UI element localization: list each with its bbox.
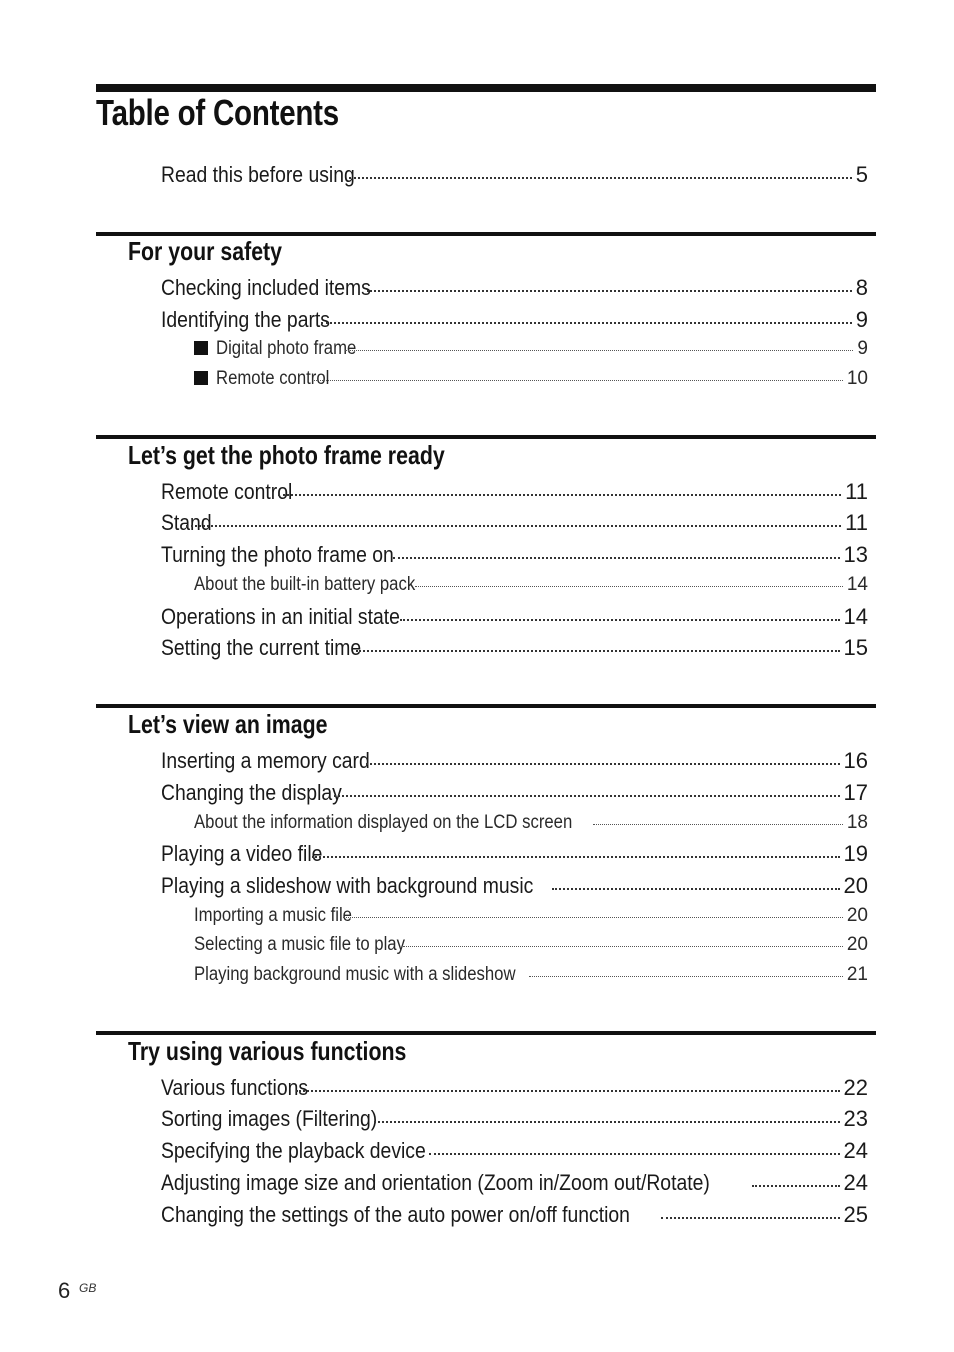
dot-leader — [429, 1153, 839, 1155]
toc-entry-page: 23 — [843, 1106, 868, 1131]
toc-entry[interactable] — [161, 1075, 868, 1103]
section-rule — [96, 1031, 876, 1035]
toc-entry-page: 21 — [846, 964, 868, 985]
toc-entry-title: Remote control — [161, 479, 293, 504]
toc-entry[interactable] — [161, 873, 868, 901]
dot-leader — [356, 650, 839, 652]
toc-entry-read-before-using[interactable] — [161, 162, 868, 190]
toc-entry-title: Adjusting image size and orientation (Zoom in/Zoom out/Rotate) — [161, 1170, 710, 1195]
toc-entry-page: 10 — [846, 368, 868, 389]
toc-entry-page: 25 — [843, 1202, 868, 1227]
footer-page-number: 6 — [58, 1278, 71, 1303]
footer-language-code: GB — [79, 1281, 97, 1295]
toc-entry[interactable] — [161, 1138, 868, 1166]
toc-entry-title: Inserting a memory card — [161, 748, 370, 773]
toc-entry-page: 5 — [855, 162, 868, 187]
toc-entry-page: 9 — [855, 307, 868, 332]
dot-leader — [529, 976, 843, 977]
toc-entry[interactable] — [161, 1106, 868, 1134]
toc-entry-page: 14 — [843, 604, 868, 629]
dot-leader — [312, 856, 839, 858]
dot-leader — [393, 557, 839, 559]
toc-entry-title: Changing the display — [161, 780, 342, 805]
toc-entry-page: 20 — [843, 873, 868, 898]
toc-subentry[interactable] — [194, 338, 868, 362]
dot-leader — [366, 763, 840, 765]
dot-leader — [314, 380, 842, 381]
toc-entry-page: 20 — [846, 905, 868, 926]
toc-entry-title: Playing a slideshow with background music — [161, 873, 534, 898]
dot-leader — [278, 494, 841, 496]
toc-entry-title: Importing a music file — [194, 905, 352, 926]
toc-entry-title: Changing the settings of the auto power on/off function — [161, 1202, 630, 1227]
dot-leader — [374, 1121, 839, 1123]
toc-entry-title: Selecting a music file to play — [194, 934, 405, 955]
square-bullet-icon — [194, 371, 208, 385]
dot-leader — [552, 888, 840, 890]
dot-leader — [296, 1090, 840, 1092]
toc-entry-title: Digital photo frame — [216, 338, 357, 359]
toc-entry-title: Operations in an initial state — [161, 604, 400, 629]
toc-entry-title: Checking included items — [161, 275, 371, 300]
dot-leader — [345, 350, 853, 351]
toc-entry-page: 13 — [843, 542, 868, 567]
toc-subentry[interactable] — [194, 905, 868, 929]
section-rule — [96, 704, 876, 708]
toc-entry-page: 17 — [843, 780, 868, 805]
toc-entry-page: 11 — [845, 510, 868, 535]
dot-leader — [186, 525, 841, 527]
dot-leader — [415, 586, 843, 587]
toc-entry[interactable] — [161, 275, 868, 303]
toc-entry[interactable] — [161, 604, 868, 632]
toc-entry-page: 11 — [845, 479, 868, 504]
toc-subentry[interactable] — [194, 934, 868, 958]
page-title: Table of Contents — [96, 92, 339, 133]
toc-entry[interactable] — [161, 1202, 868, 1230]
toc-entry-title: Specifying the playback device — [161, 1138, 426, 1163]
toc-entry[interactable] — [161, 542, 868, 570]
toc-entry[interactable] — [161, 635, 868, 663]
toc-entry-title: Identifying the parts — [161, 307, 330, 332]
toc-entry-page: 24 — [843, 1170, 868, 1195]
toc-entry[interactable] — [161, 510, 868, 538]
toc-entry[interactable] — [161, 1170, 868, 1198]
toc-subentry[interactable] — [194, 964, 868, 988]
toc-entry-title: Turning the photo frame on — [161, 542, 394, 567]
toc-entry-title: Playing background music with a slideshow — [194, 964, 516, 985]
section-heading-safety: For your safety — [128, 236, 283, 266]
toc-entry-page: 8 — [855, 275, 868, 300]
title-top-rule — [96, 84, 876, 92]
square-bullet-icon — [194, 341, 208, 355]
toc-entry-page: 15 — [843, 635, 868, 660]
dot-leader — [334, 795, 839, 797]
toc-entry[interactable] — [161, 780, 868, 808]
toc-entry-page: 18 — [846, 812, 868, 833]
dot-leader — [752, 1185, 839, 1187]
toc-entry[interactable] — [161, 479, 868, 507]
toc-entry-title: About the built-in battery pack — [194, 574, 416, 595]
toc-entry-title: Stand — [161, 510, 212, 535]
toc-entry[interactable] — [161, 748, 868, 776]
dot-leader — [661, 1217, 839, 1219]
toc-entry-page: 19 — [843, 841, 868, 866]
toc-subentry[interactable] — [194, 574, 868, 598]
toc-entry-title: Remote control — [216, 368, 330, 389]
toc-entry[interactable] — [161, 307, 868, 335]
dot-leader — [349, 177, 852, 179]
toc-entry-title: Setting the current time — [161, 635, 362, 660]
dot-leader — [321, 322, 852, 324]
toc-entry-title: Playing a video file — [161, 841, 323, 866]
toc-entry-title: About the information displayed on the LCD screen — [194, 812, 573, 833]
toc-subentry[interactable] — [194, 812, 868, 836]
toc-entry-page: 9 — [857, 338, 868, 359]
section-heading-view-image: Let’s view an image — [128, 709, 328, 739]
section-heading-functions: Try using various functions — [128, 1036, 407, 1066]
dot-leader — [400, 619, 839, 621]
toc-entry-page: 22 — [843, 1075, 868, 1100]
toc-entry-page: 20 — [846, 934, 868, 955]
dot-leader — [403, 946, 843, 947]
toc-entry-page: 16 — [843, 748, 868, 773]
dot-leader — [343, 917, 843, 918]
toc-entry-title: Read this before using — [161, 162, 355, 187]
toc-entry[interactable] — [161, 841, 868, 869]
toc-subentry[interactable] — [194, 368, 868, 392]
toc-entry-page: 24 — [843, 1138, 868, 1163]
section-rule — [96, 435, 876, 439]
dot-leader — [367, 290, 852, 292]
toc-entry-title: Various functions — [161, 1075, 309, 1100]
dot-leader — [593, 824, 842, 825]
section-heading-get-ready: Let’s get the photo frame ready — [128, 440, 445, 470]
toc-entry-page: 14 — [846, 574, 868, 595]
toc-entry-title: Sorting images (Filtering) — [161, 1106, 378, 1131]
